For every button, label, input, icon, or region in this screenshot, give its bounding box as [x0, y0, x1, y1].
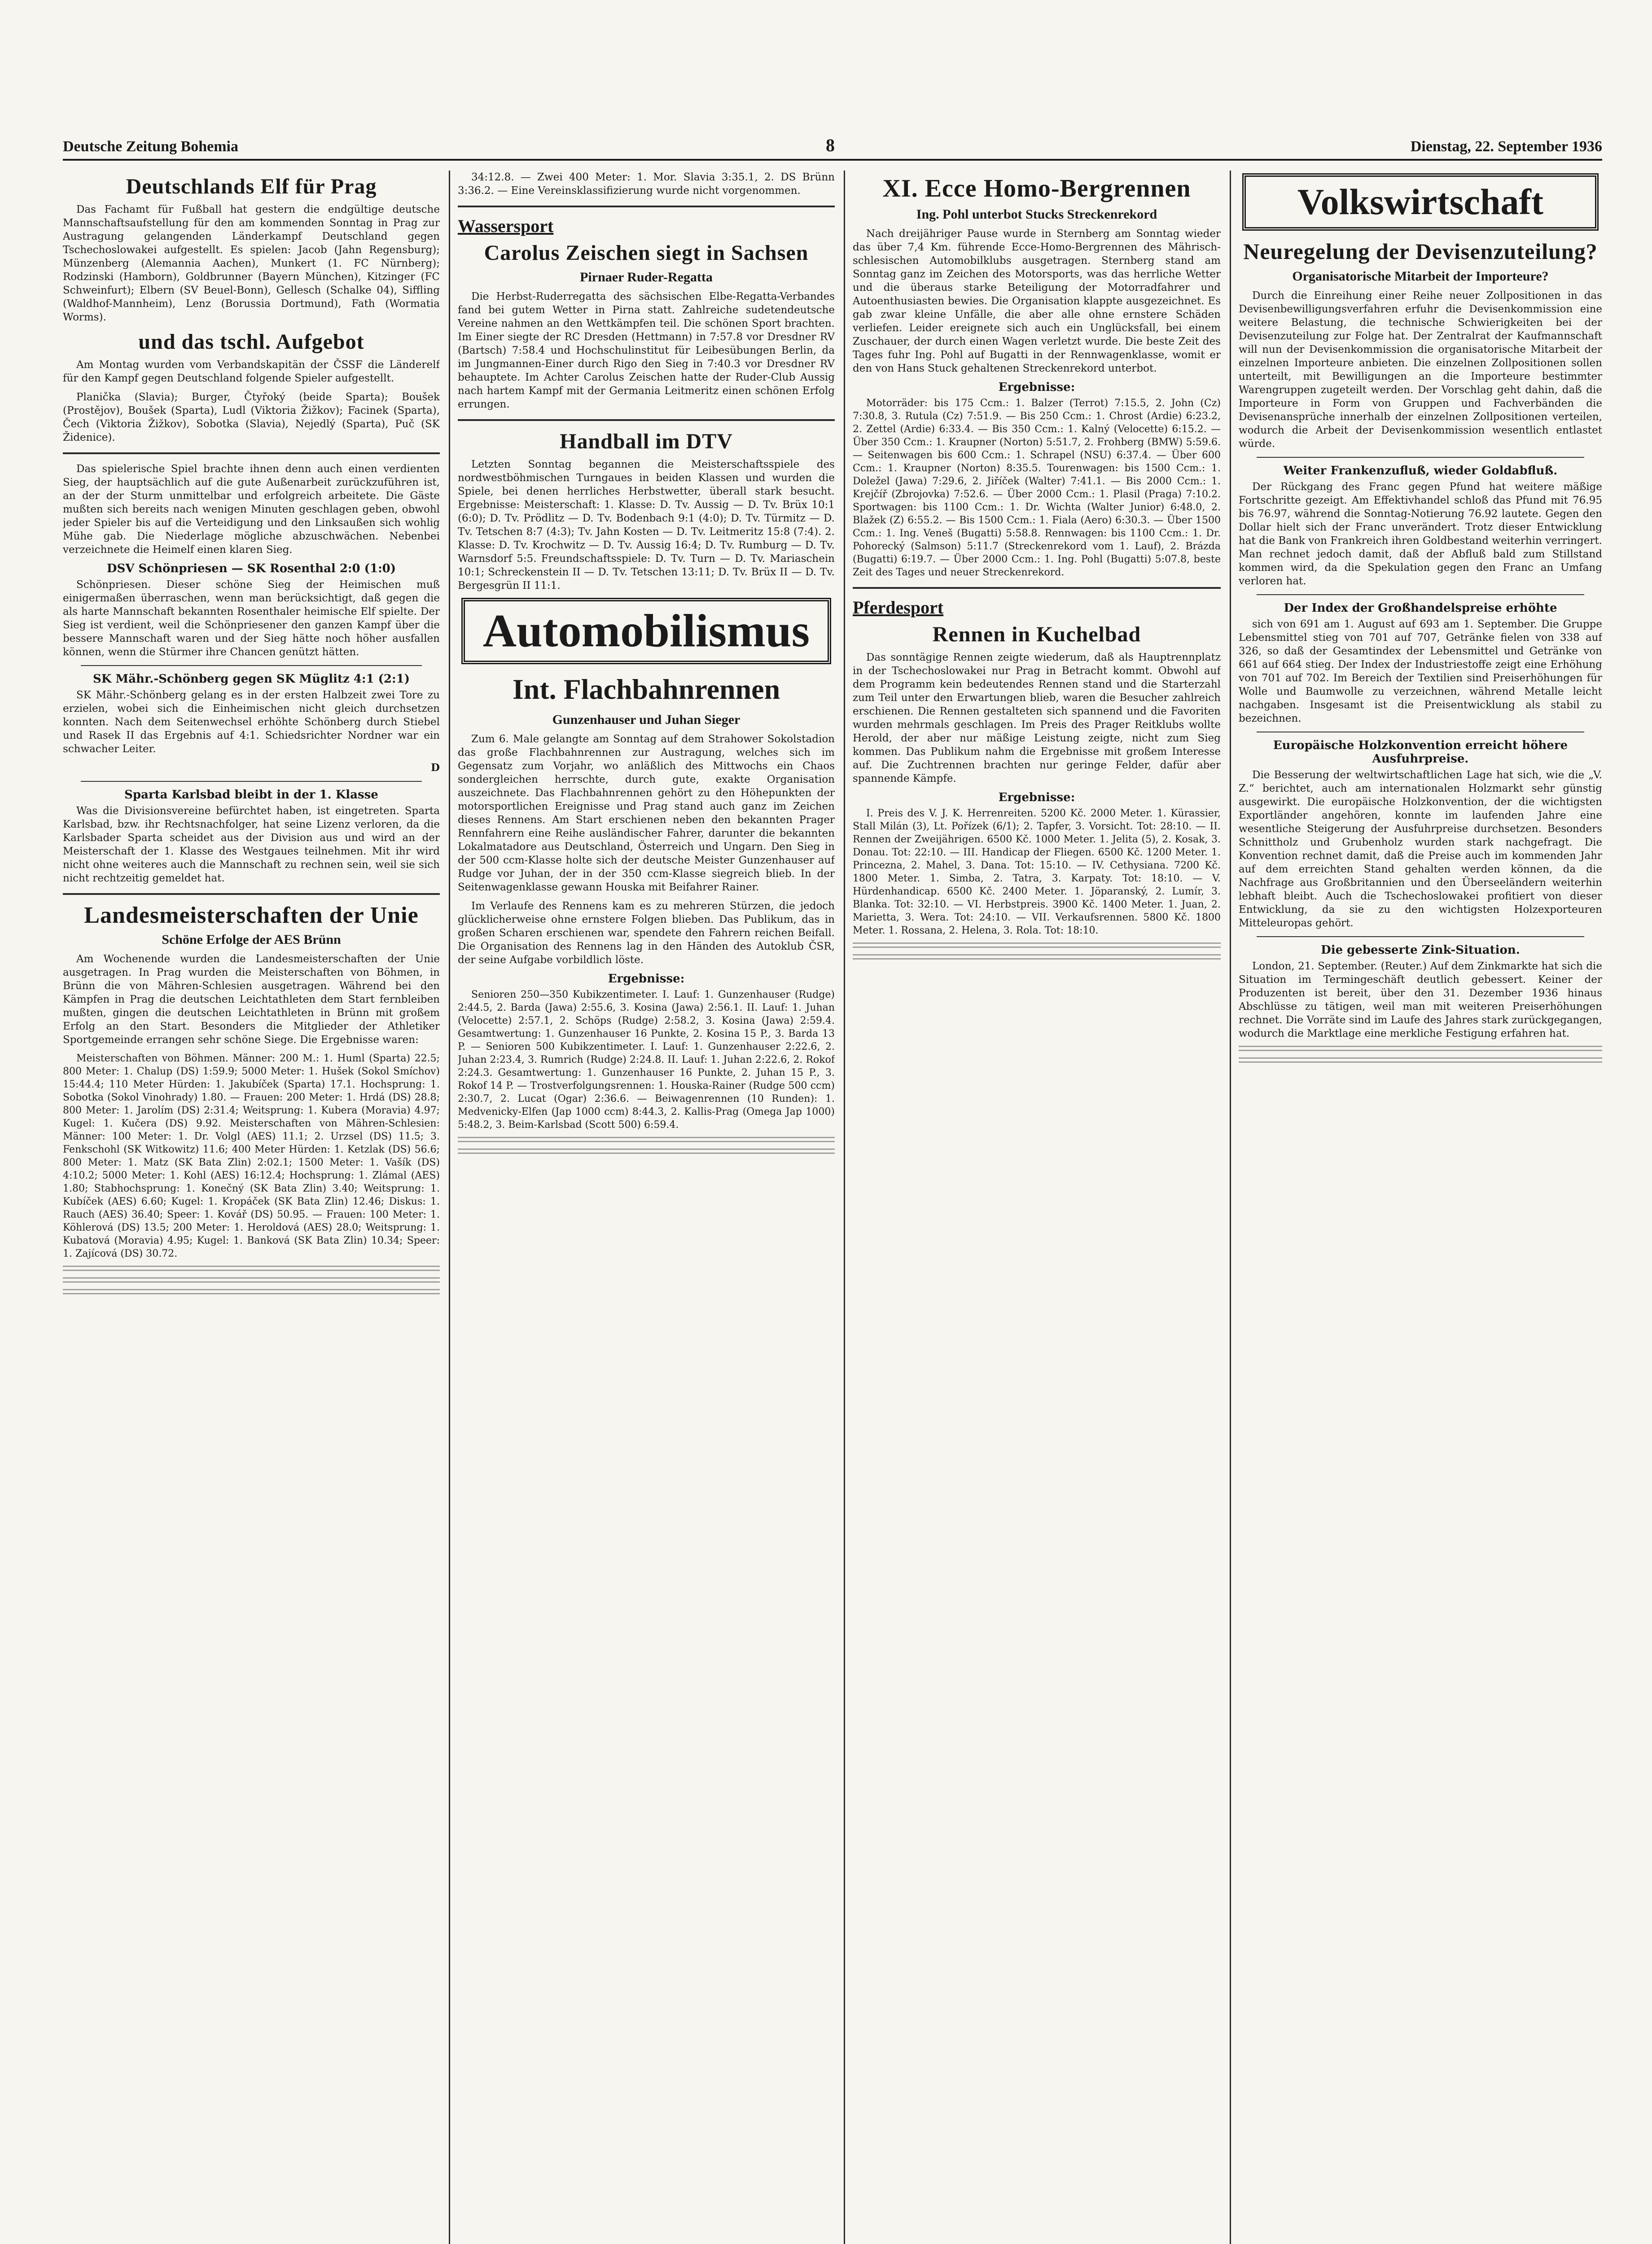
- subheadline: Pirnaer Ruder-Regatta: [580, 270, 713, 285]
- article-text: Das sonntägige Rennen zeigte wiederum, daß als Hauptrennplatz in der Tschechoslowakei nur Prag in Betracht kommt. Obwohl auf dem Programm kein bedeutendes Rennen stand und die Starterzahl zum Teil unter den Erwartungen blieb, waren die Besucher zahlreich erschienen. Die Rennen gestalteten sich spannend und die Favoriten wurden mehrmals geschlagen. Im Preis des Prager Reitklubs wollte Herold, der aber nur mäßige Leistung zeigte, nicht zum Sieg kommen. Das Publikum nahm die Ergebnisse mit großem Interesse auf. Die Zuchtrennen brachten nur geringe Felder, dafür aber spannende Kämpfe.: [853, 652, 1221, 785]
- text-lines: [853, 954, 1221, 962]
- article-text: Schönpriesen. Dieser schöne Sieg der Heimischen muß einigermaßen überraschen, wenn man berücksichtigt, daß gegen die als harte Mannschaft bekannten Rosenthaler heimische Elf spielte. Der Sieg ist verdient, weil die Schönpriesener den ganzen Kampf über die bessere Mannschaft waren und der Sieg hätte noch höher ausfallen können, wenn die Stürmer ihre Chancen genützt hätten.: [63, 579, 440, 658]
- headline-zinc: Die gebesserte Zink-Situation.: [1321, 943, 1520, 957]
- lineup-text: Planička (Slavia); Burger, Čtyřoký (beide Sparta); Boušek (Prostějov), Boušek (Sparta), Ludl (Viktoria Žižkov); Facinek (Sparta), Čech (Viktoria Žižkov), Sobotka (Slavia), Nejedlý (Sparta), Puč (SK Židenice).: [63, 391, 440, 443]
- text-lines: [63, 1266, 440, 1274]
- article-text: Letzten Sonntag begannen die Meisterschaftsspiele des nordwestböhmischen Turngaues in beiden Klassen und wurden die Spiele, bei denen herrliches Herbstwetter, überall stark besucht. Ergebnisse: Meisterschaft: 1. Klasse: D. Tv. Aussig — D. Tv. Brüx 10:1 (6:0); D. Tv. Prödlitz — D. Tv. Bodenbach 9:1 (4:0); D. Tv. Türmitz — D. Tv. Tetschen 8:7 (4:3); Tv. Jahn Kosten — D. Tv. Leitmeritz 15:8 (7:4). 2. Klasse: D. Tv. Krochwitz — D. Tv. Aussig 16:4; D. Tv. Rumburg — D. Tv. Warnsdorf 5:5. Freundschaftsspiele: D. Tv. Turn — D. Tv. Mariaschein 10:1; Schreckenstein II — D. Tv. Tetschen 13:11; D. Tv. Brüx II — D. Tv. Bergesgrün II 11:1.: [458, 459, 835, 592]
- column-rule: [1230, 171, 1231, 2244]
- subheadline: Ing. Pohl unterbot Stucks Streckenrekord: [916, 207, 1157, 222]
- article-text: Durch die Einreihung einer Reihe neuer Zollpositionen in das Devisenbewilligungsverfahren erfuhr die Devisenkommission eine weitere Belastung, die technische Schwierigkeiten bei der Devisenzuteilung zur Folge hat. Der Zentralrat der Kaufmannschaft will nun der Devisenkommission die organisatorische Mitarbeit der einzelnen Importeure anbieten. Die einzelnen Zollpositionen sollen unterteilt, mit Bewilligungen an die Importeure bestimmter Warengruppen zugeteilt werden. Der Vorschlag geht dahin, daß die Importeure in Form von Gruppen und Fachverbänden die Devisenansprüche innerhalb der einzelnen Zollpositionen verteilen, wodurch die Arbeit der Devisenkommission wesentlich entlastet würde.: [1239, 290, 1602, 450]
- column-2: [458, 171, 835, 2244]
- divider: [853, 587, 1221, 589]
- results-heading: Ergebnisse:: [998, 381, 1075, 394]
- divider: [63, 452, 440, 454]
- text-lines: [63, 1289, 440, 1297]
- divider: [1257, 936, 1584, 937]
- divider: [81, 781, 422, 782]
- results-text: Meisterschaften von Böhmen. Männer: 200 M.: 1. Huml (Sparta) 22.5; 800 Meter: 1. Chalup (DS) 1:59.9; 5000 Meter: 1. Hušek (Sokol Smíchov) 15:44.4; 110 Meter Hürden: 1. Jakubíček (Sparta) 17.1. Hochsprung: 1. Sobotka (Sokol Vinohrady) 1.80. — Frauen: 200 Meter: 1. Hrdá (DS) 28.8; 800 Meter: 1. Jarolím (DS) 2:31.4; Weitsprung: 1. Kubera (Moravia) 4.97; Kugel: 1. Kučera (DS) 9.92. Meisterschaften von Mähren-Schlesien: Männer: 100 Meter: 1. Dr. Volgl (AES) 11.1; 2. Urzsel (DS) 11.5; 3. Fenkschohl (SK Witkowitz) 11.6; 400 Meter Hürden: 1. Ketzlak (DS) 56.6; 800 Meter: 1. Matz (SK Bata Zlin) 2:02.1; 1500 Meter: 1. Vašík (DS) 4:10.2; 5000 Meter: 1. Kohl (AES) 16:12.4; Hochsprung: 1. Zlámal (AES) 1.80; Stabhochsprung: 1. Konečný (SK Bata Zlin) 3.40; Weitsprung: 1. Kubíček (AES) 6.60; Kugel: 1. Kropáček (SK Bata Zlin) 12.46; Diskus: 1. Rauch (AES) 36.40; Speer: 1. Kovář (DS) 50.95. — Frauen: 100 Meter: 1. Köhlerová (DS) 13.5; 200 Meter: 1. Heroldová (AES) 28.0; Weitsprung: 1. Kubatová (Moravia) 4.95; Kugel: 1. Banková (SK Bata Zlin) 10.34; Speer: 1. Zajícová (DS) 30.72.: [63, 1053, 440, 1259]
- article-text: Das spielerische Spiel brachte ihnen denn auch einen verdienten Sieg, der hauptsächlich auf die gute Außenarbeit zurückzuführen ist, an der der Sturm unmittelbar und erfolgreich arbeitete. Die Gäste mußten sich bereits nach wenigen Minuten geschlagen geben, obwohl jeder Spieler bis auf die Verteidigung und den Linksaußen sich wohlig Mühe gab. Die Niederlage mögliche abzuschwächen. Nebenbei verzeichnete die Heimelf einen klaren Sieg.: [63, 463, 440, 556]
- results-heading: Ergebnisse:: [998, 791, 1075, 804]
- divider: [458, 206, 835, 207]
- divider: [458, 419, 835, 421]
- headline-match: SK Mähr.-Schönberg gegen SK Müglitz 4:1 (2:1): [93, 672, 410, 686]
- article-text: London, 21. September. (Reuter.) Auf dem Zinkmarkte hat sich die Situation im Termingeschäft deutlich gebessert. Keiner der Produzenten ist bereit, über den 31. Dezember 1936 hinaus Abschlüsse zu tätigen, weil man mit weiteren Preiserhöhungen rechnet. Die Vorräte sind im Laufe des Jahres stark zurückgegangen, wodurch die Marktlage eine merkliche Festigung erfahren hat.: [1239, 960, 1602, 1039]
- headline-hillclimb: XI. Ecce Homo-Bergrennen: [882, 175, 1191, 202]
- text-lines: [458, 1148, 835, 1157]
- headline-germany-team: Deutschlands Elf für Prag: [126, 175, 377, 198]
- results-text: Motorräder: bis 175 Ccm.: 1. Balzer (Terrot) 7:15.5, 2. John (Cz) 7:30.8, 3. Rutula (Cz) 7:51.9. — Bis 250 Ccm.: 1. Chrost (Ardie) 6:23.2, 2. Zettel (Ardie) 6:33.4. — Bis 350 Ccm.: 1. Kalný (Velocette) 6:15.2. — Über 350 Ccm.: 1. Kraupner (Norton) 5:51.7, 2. Frohberg (BMW) 5:59.6. — Seitenwagen bis 600 Ccm.: 1. Schrapel (NSU) 6:37.4. — Über 600 Ccm.: 1. Kraupner (Norton) 8:35.5. Tourenwagen: bis 1500 Ccm.: 1. Doležel (Jawa) 7:29.6, 2. Jiříček (Walter) 7:41.1. — Bis 2000 Ccm.: 1. Krejčíř (Zbrojovka) 7:52.6. — Über 2000 Ccm.: 1. Plasil (Praga) 7:10.2. Sportwagen: bis 1100 Ccm.: 1. Dr. Wichta (Walter Junior) 6:48.0, 2. Blažek (Z) 6:55.2. — Bis 1500 Ccm.: 1. Fiala (Aero) 6:30.3. — Über 1500 Ccm.: 1. Ing. Veneš (Bugatti) 5:58.8. Rennwagen: bis 1100 Ccm.: 1. Dr. Pohorecký (Salmson) 5:11.7 (Streckenrekord vom 1. Lauf), 2. Brázda (Bugatti) 6:19.7. — Über 2000 Ccm.: 1. Ing. Pohl (Bugatti) 5:07.8, beste Zeit des Tages und neuer Streckenrekord.: [853, 398, 1221, 578]
- article-text: Am Montag wurden vom Verbandskapitän der ČSSF die Länderelf für den Kampf gegen Deutschland folgende Spieler aufgestellt.: [63, 359, 440, 384]
- page-number: 8: [826, 135, 835, 155]
- headline-championships: Landesmeisterschaften der Unie: [84, 903, 419, 928]
- subheadline: Gunzenhauser und Juhan Sieger: [552, 712, 741, 727]
- author-initial: D: [431, 762, 440, 774]
- column-4: [1239, 171, 1602, 2244]
- article-text: SK Mähr.-Schönberg gelang es in der ersten Halbzeit zwei Tore zu erzielen, wobei sich die Einheimischen nicht gleich durchsetzen konnten. Nach dem Seitenwechsel erhöhte Schönberg durch Stiebel und Rasek II das Ergebnis auf 4:1. Schiedsrichter Nordner war ein schwacher Leiter.: [63, 689, 440, 755]
- results-text: Senioren 250—350 Kubikzentimeter. I. Lauf: 1. Gunzenhauser (Rudge) 2:44.5, 2. Barda (Jawa) 2:55.6, 3. Kosina (Jawa) 2:56.1. II. Lauf: 1. Juhan (Velocette) 2:57.1, 2. Schöps (Rudge) 2:58.2, 3. Kosina (Jawa) 2:59.4. Gesamtwertung: 1. Gunzenhauser 16 Punkte, 2. Kosina 15 P., 3. Barda 13 P. — Senioren 500 Kubikzentimeter. I. Lauf: 1. Gunzenhauser 2:22.6, 2. Juhan 2:23.4, 3. Rumrich (Rudge) 2:24.8. II. Lauf: 1. Juhan 2:22.6, 2. Rokof 2:24.3. Gesamtwertung: 1. Gunzenhauser 16 Punkte, 2. Juhan 15 P., 3. Rokof 14 P. — Trostverfolgungsrennen: 1. Houska-Rainer (Rudge 500 ccm) 2:30.7, 2. Lucat (Ogar) 2:36.6. — Beiwagenrennen (10 Runden): 1. Medvenicky-Elfen (Jap 1000 ccm) 8:44.3, 2. Kallis-Prag (Omega Jap 1000) 5:48.2, 3. Beim-Karlsbad (Scott 500) 6:59.4.: [458, 989, 835, 1131]
- article-text: Was die Divisionsvereine befürchtet haben, ist eingetreten. Sparta Karlsbad, bzw. ihr Rechtsnachfolger, hat seine Lizenz verloren, da die Karlsbader Sparta scheidet aus der Division aus und wird an der Meisterschaft der 1. Klasse des Westgaues teilnehmen. Mit ihr wird nicht ohne weiteres auch die Mannschaft zu rechnen sein, weil sie sich nicht rechtzeitig gemeldet hat.: [63, 805, 440, 884]
- section-horsesport: Pferdesport: [853, 597, 944, 618]
- column-rule: [844, 171, 845, 2244]
- subheadline: Schöne Erfolge der AES Brünn: [162, 932, 341, 947]
- article-text: 34:12.8. — Zwei 400 Meter: 1. Mor. Slavia 3:35.1, 2. DS Brünn 3:36.2. — Eine Vereinsklassifizierung wurde nicht vorgenommen.: [458, 171, 835, 197]
- section-watersport: Wassersport: [458, 216, 554, 236]
- results-heading: Ergebnisse:: [608, 972, 685, 986]
- headline-kuchelbad: Rennen in Kuchelbad: [932, 622, 1141, 646]
- subheadline: Organisatorische Mitarbeit der Importeure?: [1292, 269, 1549, 284]
- article-text: Nach dreijähriger Pause wurde in Sternberg am Sonntag wieder das über 7,4 Km. führende Ecce-Homo-Bergrennen des Mährisch-schlesischen Automobilklubs ausgetragen. Sternberg stand am Sonntag ganz im Zeichen des Motorsports, was das herrliche Wetter und die überaus starke Beteiligung der Motorradfahrer und Autoenthusiasten bewies. Die Organisation klappte ausgezeichnet. Es gab zwar kleine Unfälle, die aber alle ohne ernstere Schäden verliefen. Leider ereignete sich auch ein Unglücksfall, bei einem Zuschauer, der durch einen Wagen verletzt wurde. Die beste Zeit des Tages fuhr Ing. Pohl auf Bugatti in der Rennwagenklasse, womit er den von Hans Stuck gehaltenen Streckenrekord unterbot.: [853, 228, 1221, 374]
- article-text: Im Verlaufe des Rennens kam es zu mehreren Stürzen, die jedoch glücklicherweise ohne ernstere Folgen blieben. Das Publikum, das in großen Scharen erschienen war, spendete den Fahrern reichen Beifall. Die Organisation des Rennens lag in den Händen des Autoklub ČSR, der seine Aufgabe vorbildlich löste.: [458, 900, 835, 966]
- headline-handball: Handball im DTV: [560, 430, 733, 453]
- masthead: [63, 135, 1602, 161]
- article-text: sich von 691 am 1. August auf 693 am 1. September. Die Gruppe Lebensmittel stieg von 701 auf 707, Getränke fielen von 338 auf 326, so daß der Gesamtindex der Lebensmittel und Getränke von 661 auf 664 stieg. Der Index der Industriestoffe zeigt eine Erhöhung von 701 auf 702. Im Bereich der Textilien sind Preiserhöhungen für Wolle und Baumwolle zu verzeichnen, während Metalle leicht nachgaben. Insgesamt ist die Preisentwicklung als stabil zu bezeichnen.: [1239, 618, 1602, 724]
- headline-rowing: Carolus Zeischen siegt in Sachsen: [484, 241, 809, 265]
- headline-timber: Europäische Holzkonvention erreicht höhere Ausfuhrpreise.: [1273, 739, 1568, 766]
- divider: [81, 665, 422, 666]
- divider: [1257, 594, 1584, 595]
- article-text: Am Wochenende wurden die Landesmeisterschaften der Unie ausgetragen. In Prag wurden die Meisterschaften von Böhmen, in Brünn die von Mähren-Schlesien ausgetragen. Während bei den Kämpfen in Prag die deutschen Leichtathleten dem Start fernbleiben mußten, gingen die deutschen Leichtathleten in Brünn mit großem Erfolg an den Start. Besonders die Mitglieder der Athletiker Sportgemeinde errangen sehr schöne Siege. Die Ergebnisse waren:: [63, 953, 440, 1046]
- column-1: [63, 171, 440, 2244]
- article-text: Der Rückgang des Franc gegen Pfund hat weitere mäßige Fortschritte gezeigt. Am Effektivhandel schloß das Pfund mit 76.95 bis 76.97, während die Sonntag-Notierung 76.92 lautete. Gegen den Dollar hielt sich der Franc unverändert. Trotz dieser Entwicklung hat die Bank von Frankreich ihren Goldbestand weiterhin verringert. Man rechnet jedoch damit, daß der Abfluß bald zum Stillstand kommen wird, da die Spekulation gegen den Franc an Umfang verloren hat.: [1239, 481, 1602, 587]
- headline-franc: Weiter Frankenzufluß, wieder Goldabfluß.: [1283, 464, 1558, 478]
- headline-index: Der Index der Großhandelspreise erhöhte: [1284, 601, 1557, 615]
- column-3: [853, 171, 1221, 2244]
- headline-flat-track: Int. Flachbahnrennen: [512, 673, 780, 705]
- article-text: Die Herbst-Ruderregatta des sächsischen Elbe-Regatta-Verbandes fand bei gutem Wetter in Pirna statt. Zahlreiche sudetendeutsche Vereine nahmen an den Wettkämpfen teil. Die schönen Sport brachten. Im Einer siegte der RC Dresden (Hettmann) in 7:57.8 vor Dresdner RV (Bartsch) 7:58.4 und Hochschulinstitut für Leibesübungen Berlin, da im Jungmannen-Einer durch Rigo den Sieg in 7:40.3 vor Dresdner RV behauptete. Im Achter Carolus Zeischen hatte der Ruder-Club Aussig nach hartem Kampf mit der Germania Leitmeritz einen schönen Erfolg errungen.: [458, 291, 835, 410]
- headline-match: DSV Schönpriesen — SK Rosenthal 2:0 (1:0): [106, 562, 396, 575]
- text-lines: [458, 1137, 835, 1145]
- text-lines: [853, 942, 1221, 951]
- results-text: I. Preis des V. J. K. Herrenreiten. 5200 Kč. 2000 Meter. 1. Kürassier, Stall Milán (3), Lt. Pořízek (6/1); 2. Tapfer, 3. Vorsicht. Tot: 28:10. — II. Rennen der Zweijährigen. 6500 Kč. 1000 Meter. 1. Jelita (5), 2. Kosak, 3. Donau. Tot: 22:10. — III. Handicap der Fliegen. 6500 Kč. 1200 Meter. 1. Princezna, 2. Mahel, 3. Dana. Tot: 15:10. — IV. Cethysiana. 7200 Kč. 1800 Meter. 1. Simba, 2. Tatra, 3. Karpaty. Tot: 18:10. — V. Hürdenhandicap. 6500 Kč. 2400 Meter. 1. Jöparanský, 2. Lumír, 3. Blanka. Tot: 32:10. — VI. Herbstpreis. 3900 Kč. 1400 Meter. 1. Juan, 2. Marietta, 3. Wera. Tot: 24:10. — VII. Verkaufsrennen. 5800 Kč. 1800 Meter. 1. Rossana, 2. Helena, 3. Rola. Tot: 18:10.: [853, 808, 1221, 936]
- text-lines: [1239, 1057, 1602, 1065]
- article-text: Zum 6. Male gelangte am Sonntag auf dem Strahower Sokolstadion das große Flachbahnrennen zur Austragung, welches sich im Gegensatz zum Vorjahr, wo anläßlich des Mittwochs ein Chaos sondergleichen herrschte, durch gute, exakte Organisation auszeichnete. Das Flachbahnrennen gehört zu den Höhepunkten der motorsportlichen Ereignisse und Prag stand auch ganz im Zeichen dieses Rennens. Am Start erschienen neben den bekannten Prager Rennfahrern eine Reihe ausländischer Fahrer, darunter die bekannten Lokalmatadore aus Deutschland, Österreich und Ungarn. Den Sieg in der 500 ccm-Klasse holte sich der deutsche Meister Gunzenhauser auf Rudge vor Juhan, der in der 350 ccm-Klasse siegreich blieb. In der Seitenwagenklasse gewann Houska mit Beifahrer Rainer.: [458, 733, 835, 893]
- headline-currency: Neuregelung der Devisenzuteilung?: [1243, 239, 1598, 264]
- divider: [1257, 457, 1584, 458]
- headline-czech-team: und das tschl. Aufgebot: [138, 330, 364, 354]
- section-economy: Volkswirtschaft: [1242, 173, 1599, 231]
- newspaper-name: Deutsche Zeitung Bohemia: [63, 138, 238, 155]
- divider: [63, 893, 440, 895]
- text-lines: [63, 1277, 440, 1285]
- headline-sparta: Sparta Karlsbad bleibt in der 1. Klasse: [124, 788, 378, 802]
- text-lines: [1239, 1046, 1602, 1054]
- column-rule: [449, 171, 450, 2244]
- issue-date: Dienstag, 22. September 1936: [1410, 138, 1602, 155]
- article-text: Das Fachamt für Fußball hat gestern die endgültige deutsche Mannschaftsaufstellung für den am kommenden Sonntag in Prag zur Austragung gelangenden Länderkampf Deutschland gegen Tschechoslowakei aufgestellt. Es spielen: Jacob (Jahn Regensburg); Münzenberg (Alemannia Aachen), Munkert (1. FC Nürnberg); Rodzinski (Hamborn), Goldbrunner (Bayern München), Kitzinger (FC Schweinfurt); Elbern (SV Beuel-Bonn), Gellesch (Schalke 04), Siffling (Waldhof-Mannheim), Lenz (Borussia Dortmund), Fath (Wormatia Worms).: [63, 204, 440, 323]
- section-motorsport: Automobilismus: [461, 598, 831, 664]
- article-text: Die Besserung der weltwirtschaftlichen Lage hat sich, wie die „V. Z.“ berichtet, auch am internationalen Holzmarkt sehr günstig ausgewirkt. Die europäische Holzkonvention, der die wichtigsten Exportländer angehören, konnte im laufenden Jahre eine wesentliche Steigerung der Ausfuhrpreise durchsetzen. Besonders Schnittholz und Grubenholz wurden stark nachgefragt. Die Konvention rechnet damit, daß die Preise auch im kommenden Jahr auf dem erreichten Stand gehalten werden können, da die Nachfrage aus Großbritannien und den Überseeländern weiterhin lebhaft bleibt. Auch die Tschechoslowakei profitiert von dieser Entwicklung, da sie zu den wichtigsten Holzexporteuren Mitteleuropas gehört.: [1239, 769, 1602, 929]
